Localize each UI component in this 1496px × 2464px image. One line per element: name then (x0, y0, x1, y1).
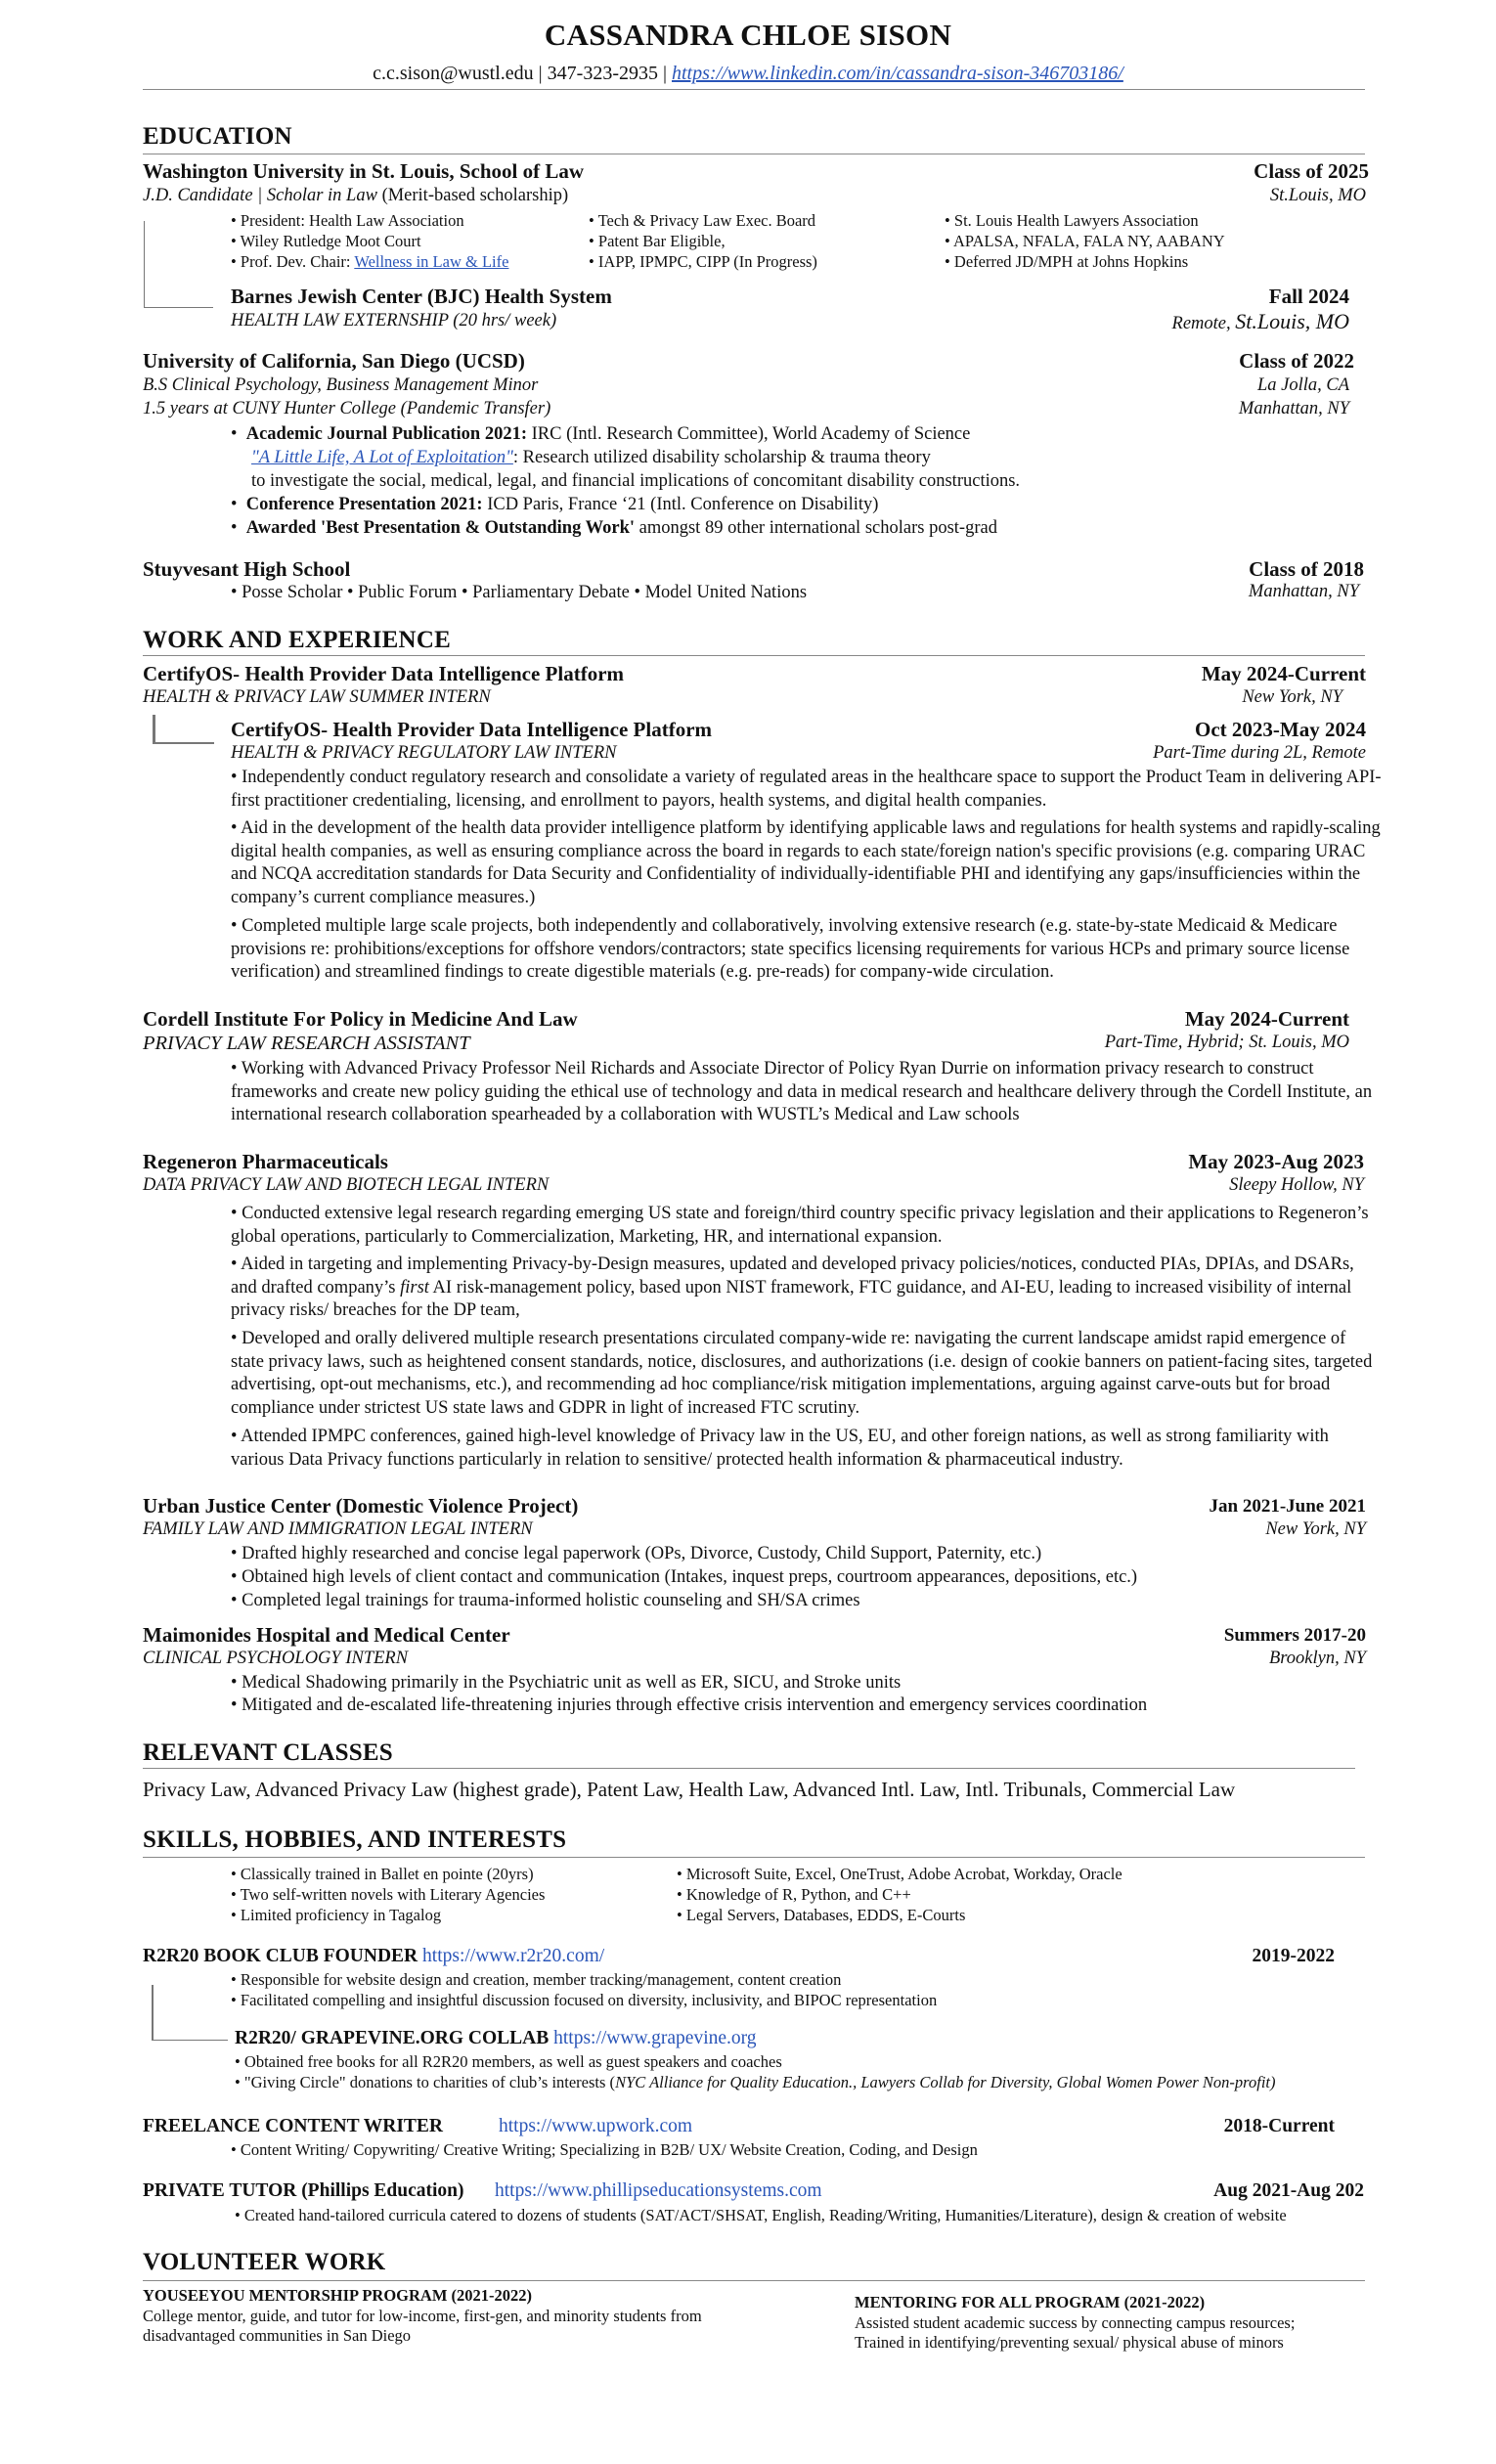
ucsd-loc: La Jolla, CA (1256, 375, 1349, 395)
youseeyou-line: disadvantaged communities in San Diego (143, 2326, 412, 2345)
r2r20-label: R2R20 BOOK CLUB FOUNDER (143, 1946, 418, 1966)
certify1-role: HEALTH & PRIVACY LAW SUMMER INTERN (143, 687, 491, 707)
volunteer-heading: VOLUNTEER WORK (143, 2249, 386, 2275)
freelance-bullet: • Content Writing/ Copywriting/ Creative Writing; Specializing in B2B/ UX/ Website Creation, Coding, and Design (231, 2140, 978, 2159)
regeneron-bullet: • Conducted extensive legal research regarding emerging US state and foreign/third country specific privacy legislation and their applications to Regeneron’s global operations, particularly to Commercialization, Marketing, HR, and international expansion. (231, 1204, 1369, 1247)
certify-bullet: • Independently conduct regulatory research and consolidate a variety of regulated areas in the healthcare space to support the Product Team in delivering API-first practitioner credentialing, licensing, and enrollment to payors, health systems, and digital health companies. (231, 768, 1382, 811)
regeneron-bullet: • Developed and orally delivered multiple research presentations circulated company-wide re: navigating the current landscape amidst rapid emergence of state privacy laws, such as heightened consent standards, notice, disclosures, and authorizations (i.e. design of cookie banners on patient-facing sites, targeted advertising, opt-out mechanisms, etc.), and recommending ad hoc compliance/risk mitigation implementations, arguing against carve-outs but for broad compliance under strictest US state laws and GDPR in light of increased FTC scrutiny. (231, 1329, 1373, 1418)
cordell-org: Cordell Institute For Policy in Medicine And Law (143, 1007, 578, 1031)
ujc-bullet: • Completed legal trainings for trauma-informed holistic counseling and SH/SA crimes (231, 1591, 860, 1610)
candidate-name: CASSANDRA CHLOE SISON (544, 18, 952, 52)
classes-rule (143, 1768, 1355, 1769)
skills-col1 (231, 1864, 545, 1925)
shs-org: Stuyvesant High School (143, 557, 351, 581)
mentoring-line: Trained in identifying/preventing sexual/ physical abuse of minors (855, 2333, 1284, 2352)
shs-loc: Manhattan, NY (1248, 582, 1359, 601)
phillips-link[interactable]: https://www.phillipseducationsystems.com (495, 2180, 822, 2201)
bjc-date: Fall 2024 (1268, 285, 1349, 308)
wustl-activity: • Patent Bar Eligible, (589, 231, 817, 251)
certify-bullet: • Completed multiple large scale projects, both independently and collaboratively, involving extensive research (e.g. state-by-state Medicaid & Medicare provisions re: prohibitions/exceptions for offshore vendors/contractors; state specifics licensing requirements for various HCPs and primary source license verification) and streamlined findings to create digestible materials (e.g. pre-reads) for company-wide circulation. (231, 916, 1350, 982)
freelance-label: FREELANCE CONTENT WRITER (143, 2116, 444, 2136)
ucsd-org: University of California, San Diego (UCSD) (143, 349, 525, 373)
grapevine-bullet (235, 2073, 1275, 2092)
certify2-org: CertifyOS- Health Provider Data Intelligence Platform (231, 718, 713, 741)
award-text: amongst 89 other international scholars post-grad (635, 518, 997, 538)
cordell-bullet: • Working with Advanced Privacy Professor Neil Richards and Associate Director of Policy Ryan Durrie on information privacy research to construct frameworks and create new policy guiding the ethical use of technology and data in medical research and healthcare delivery through the Cordell Institute, an international research collaboration spearheaded by a collaboration with WUSTL’s Medical and Law schools (231, 1059, 1373, 1124)
wustl-activity: • IAPP, IPMPC, CIPP (In Progress) (589, 251, 817, 272)
certify2-loc: Part-Time during 2L, Remote (1153, 743, 1366, 763)
cordell-loc: Part-Time, Hybrid; St. Louis, MO (1104, 1033, 1349, 1052)
r2r20-date: 2019-2022 (1252, 1946, 1335, 1966)
wustl-degree-note: (Merit-based scholarship) (376, 186, 569, 205)
regeneron-b2-em: first (400, 1277, 429, 1298)
skills-heading: SKILLS, HOBBIES, AND INTERESTS (143, 1826, 567, 1853)
wellness-link[interactable]: Wellness in Law & Life (354, 252, 509, 271)
classes-heading: RELEVANT CLASSES (143, 1739, 393, 1766)
ucsd-date: Class of 2022 (1239, 349, 1354, 373)
r2r20-heading (143, 1946, 604, 1967)
contact-line (0, 63, 1496, 85)
linkedin-link[interactable]: https://www.linkedin.com/in/cassandra-sison-346703186/ (672, 63, 1123, 84)
award-label: Awarded 'Best Presentation & Outstanding Work' (245, 518, 635, 538)
mentoring-line: Assisted student academic success by connecting campus resources; (855, 2313, 1296, 2332)
skills-col2 (677, 1864, 1122, 1925)
certify1-loc: New York, NY (1242, 687, 1342, 707)
bjc-loc (1172, 309, 1349, 334)
freelance-date: 2018-Current (1223, 2116, 1335, 2136)
education-heading: EDUCATION (143, 123, 292, 150)
cordell-date: May 2024-Current (1184, 1007, 1349, 1031)
pub-text: IRC (Intl. Research Committee), World Academy of Science (527, 424, 971, 444)
wustl-activity: • Deferred JD/MPH at Johns Hopkins (945, 251, 1225, 272)
classes-list: Privacy Law, Advanced Privacy Law (highest grade), Patent Law, Health Law, Advanced Intl. Law, Intl. Tribunals, Commercial Law (143, 1778, 1236, 1801)
header-rule (143, 89, 1365, 90)
grapevine-b2-em: NYC Alliance for Quality Education., Lawyers Collab for Diversity, Global Women Power Non-profit) (615, 2073, 1276, 2091)
upwork-link[interactable]: https://www.upwork.com (499, 2116, 693, 2136)
grapevine-heading (235, 2028, 757, 2049)
grapevine-b2-text: • "Giving Circle" donations to charities of club’s interests ( (235, 2073, 616, 2091)
r2r20-bullet: • Facilitated compelling and insightful discussion focused on diversity, inclusivity, and BIPOC representation (231, 1991, 938, 2009)
phone-text: 347-323-2935 (547, 63, 658, 84)
certify1-org: CertifyOS- Health Provider Data Intelligence Platform (143, 662, 625, 685)
ucsd-conf-line: • Conference Presentation 2021: ICD Paris, France ‘21 (Intl. Conference on Disability) (231, 495, 879, 514)
wustl-activities-col1 (231, 210, 508, 272)
bjc-loc-remote: Remote, (1171, 314, 1236, 333)
shs-date: Class of 2018 (1249, 557, 1364, 581)
tutor-date: Aug 2021-Aug 202 (1213, 2180, 1364, 2201)
wustl-degree-title: J.D. Candidate | Scholar in Law (143, 186, 377, 205)
regeneron-loc: Sleepy Hollow, NY (1229, 1175, 1364, 1195)
regeneron-bullet (231, 1254, 1383, 1323)
ucsd-award-line: • Awarded 'Best Presentation & Outstanding Work' amongst 89 other international scholars post-grad (231, 518, 997, 538)
certify-bracket (153, 715, 214, 744)
wustl-activity: • APALSA, NFALA, FALA NY, AABANY (945, 231, 1225, 251)
wustl-activities-col3 (945, 210, 1225, 272)
ucsd-pub-line2 (251, 447, 931, 470)
bjc-role: HEALTH LAW EXTERNSHIP (20 hrs/ week) (231, 311, 557, 330)
ujc-bullet: • Obtained high levels of client contact and communication (Intakes, inquest preps, courtroom appearances, depositions, etc.) (231, 1567, 1138, 1587)
grapevine-label: R2R20/ GRAPEVINE.ORG COLLAB (235, 2028, 550, 2048)
regeneron-org: Regeneron Pharmaceuticals (143, 1150, 388, 1173)
ujc-org: Urban Justice Center (Domestic Violence Project) (143, 1494, 579, 1518)
wustl-degree (143, 186, 568, 206)
maimonides-org: Maimonides Hospital and Medical Center (143, 1623, 510, 1647)
regeneron-date: May 2023-Aug 2023 (1188, 1150, 1364, 1173)
ucsd-degree: B.S Clinical Psychology, Business Management Minor (143, 375, 539, 395)
ujc-date: Jan 2021-June 2021 (1209, 1496, 1366, 1517)
maimonides-role: CLINICAL PSYCHOLOGY INTERN (143, 1649, 409, 1668)
skills-rule (143, 1857, 1365, 1858)
maimonides-loc: Brooklyn, NY (1268, 1649, 1366, 1668)
youseeyou-line: College mentor, guide, and tutor for low-income, first-gen, and minority students from (143, 2307, 702, 2325)
certify2-role: HEALTH & PRIVACY REGULATORY LAW INTERN (231, 743, 617, 763)
pub-link[interactable]: "A Little Life, A Lot of Exploitation" (251, 448, 513, 467)
certify2-date: Oct 2023-May 2024 (1195, 718, 1366, 741)
regeneron-role: DATA PRIVACY LAW AND BIOTECH LEGAL INTERN (143, 1175, 550, 1195)
ujc-role: FAMILY LAW AND IMMIGRATION LEGAL INTERN (143, 1519, 533, 1539)
grapevine-link[interactable]: https://www.grapevine.org (553, 2028, 757, 2048)
volunteer-rule (143, 2280, 1365, 2281)
wustl-activity (231, 251, 508, 272)
tutor-heading (143, 2180, 464, 2202)
email-text: c.c.sison@wustl.edu (373, 63, 534, 84)
pub-text2: : Research utilized disability scholarship & trauma theory (512, 448, 931, 467)
skill-item: • Limited proficiency in Tagalog (231, 1905, 545, 1925)
work-rule (143, 655, 1365, 656)
certify1-date: May 2024-Current (1201, 662, 1366, 685)
skill-item: • Two self-written novels with Literary Agencies (231, 1884, 545, 1905)
maimonides-bullet: • Medical Shadowing primarily in the Psychiatric unit as well as ER, SICU, and Stroke units (231, 1673, 902, 1693)
skill-item: • Microsoft Suite, Excel, OneTrust, Adobe Acrobat, Workday, Oracle (677, 1864, 1122, 1884)
maimonides-bullet: • Mitigated and de-escalated life-threatening injuries through effective crisis intervention and emergency services coordination (231, 1695, 1148, 1715)
bjc-loc-city: St.Louis, MO (1235, 309, 1349, 333)
wustl-date: Class of 2025 (1254, 159, 1369, 183)
ujc-bullet: • Drafted highly researched and concise legal paperwork (OPs, Divorce, Custody, Child Support, Paternity, etc.) (231, 1544, 1042, 1563)
skill-item: • Classically trained in Ballet en pointe (20yrs) (231, 1864, 545, 1884)
cordell-role: PRIVACY LAW RESEARCH ASSISTANT (143, 1033, 470, 1054)
wustl-org: Washington University in St. Louis, School of Law (143, 159, 585, 183)
r2r20-bracket (152, 1985, 228, 2041)
wustl-activity: • President: Health Law Association (231, 210, 508, 231)
chair-prefix: Prof. Dev. Chair: (240, 252, 355, 271)
wustl-activity: • St. Louis Health Lawyers Association (945, 210, 1225, 231)
wustl-bracket (144, 221, 213, 308)
ujc-loc: New York, NY (1265, 1519, 1366, 1539)
bjc-org: Barnes Jewish Center (BJC) Health System (231, 285, 612, 308)
freelance-heading (143, 2116, 443, 2137)
youseeyou-title: YOUSEEYOU MENTORSHIP PROGRAM (2021-2022) (143, 2286, 532, 2305)
r2r20-bullet: • Responsible for website design and creation, member tracking/management, content creation (231, 1970, 842, 1989)
skill-item: • Knowledge of R, Python, and C++ (677, 1884, 1122, 1905)
ucsd-transfer: 1.5 years at CUNY Hunter College (Pandemic Transfer) (143, 399, 551, 418)
shs-activities: • Posse Scholar • Public Forum • Parliamentary Debate • Model United Nations (231, 583, 808, 602)
maimonides-date: Summers 2017-20 (1223, 1625, 1366, 1646)
r2r20-link[interactable]: https://www.r2r20.com/ (422, 1946, 605, 1966)
regeneron-bullet: • Attended IPMPC conferences, gained high-level knowledge of Privacy law in the US, EU, and other foreign nations, as well as strong familiarity with various Data Privacy functions particularly in relation to sensitive/ protected health information & pharmaceutical industry. (231, 1427, 1329, 1470)
pub-label: Academic Journal Publication 2021: (245, 424, 527, 444)
wustl-activity: • Wiley Rutledge Moot Court (231, 231, 508, 251)
conf-text: ICD Paris, France ‘21 (Intl. Conference on Disability) (482, 495, 879, 514)
wustl-activities-col2 (589, 210, 817, 272)
mentoring-title: MENTORING FOR ALL PROGRAM (2021-2022) (855, 2293, 1206, 2311)
tutor-label: PRIVATE TUTOR (Phillips Education) (143, 2180, 464, 2201)
wustl-loc: St.Louis, MO (1269, 186, 1366, 205)
skill-item: • Legal Servers, Databases, EDDS, E-Courts (677, 1905, 1122, 1925)
ucsd-pub-line: • Academic Journal Publication 2021: IRC (Intl. Research Committee), World Academy of Science (231, 424, 971, 444)
grapevine-bullet: • Obtained free books for all R2R20 members, as well as guest speakers and coaches (235, 2052, 782, 2071)
certify-bullet: • Aid in the development of the health data provider intelligence platform by identifying applicable laws and regulations for health systems and rapidly-scaling digital health companies, as well as ensuring compliance across the board in regards to each state/foreign nation's specific provisions (e.g. comparing URAC and NCQA accreditation standards for Data Security and Confidentiality of individually-identifiable PHI and identifying any gaps/insufficiencies within the company’s current compliance measures.) (231, 818, 1381, 907)
wustl-activity: • Tech & Privacy Law Exec. Board (589, 210, 817, 231)
contact-sep: | (533, 63, 548, 84)
work-heading: WORK AND EXPERIENCE (143, 627, 451, 653)
ucsd-pub-line3: to investigate the social, medical, legal, and financial implications of concomitant disability constructions. (251, 471, 1021, 491)
tutor-bullet: • Created hand-tailored curricula catered to dozens of students (SAT/ACT/SHSAT, English, Reading/Writing, Humanities/Literature), design & creation of website (235, 2206, 1287, 2224)
contact-sep: | (657, 63, 672, 84)
hunter-loc: Manhattan, NY (1238, 399, 1349, 418)
conf-label: Conference Presentation 2021: (245, 495, 483, 514)
regeneron-b2-rest: AI risk-management policy, based upon NIST framework, FTC guidance, and AI-EU, leading to increased visibility of internal privacy risks/ breaches for the DP team, (231, 1277, 1352, 1320)
regeneron-b2-text: • Aided in targeting and implementing Privacy-by-Design measures, updated and developed privacy policies/notices, conducted PIAs, DPIAs, and DSARs, and drafted company’s (231, 1254, 1354, 1298)
